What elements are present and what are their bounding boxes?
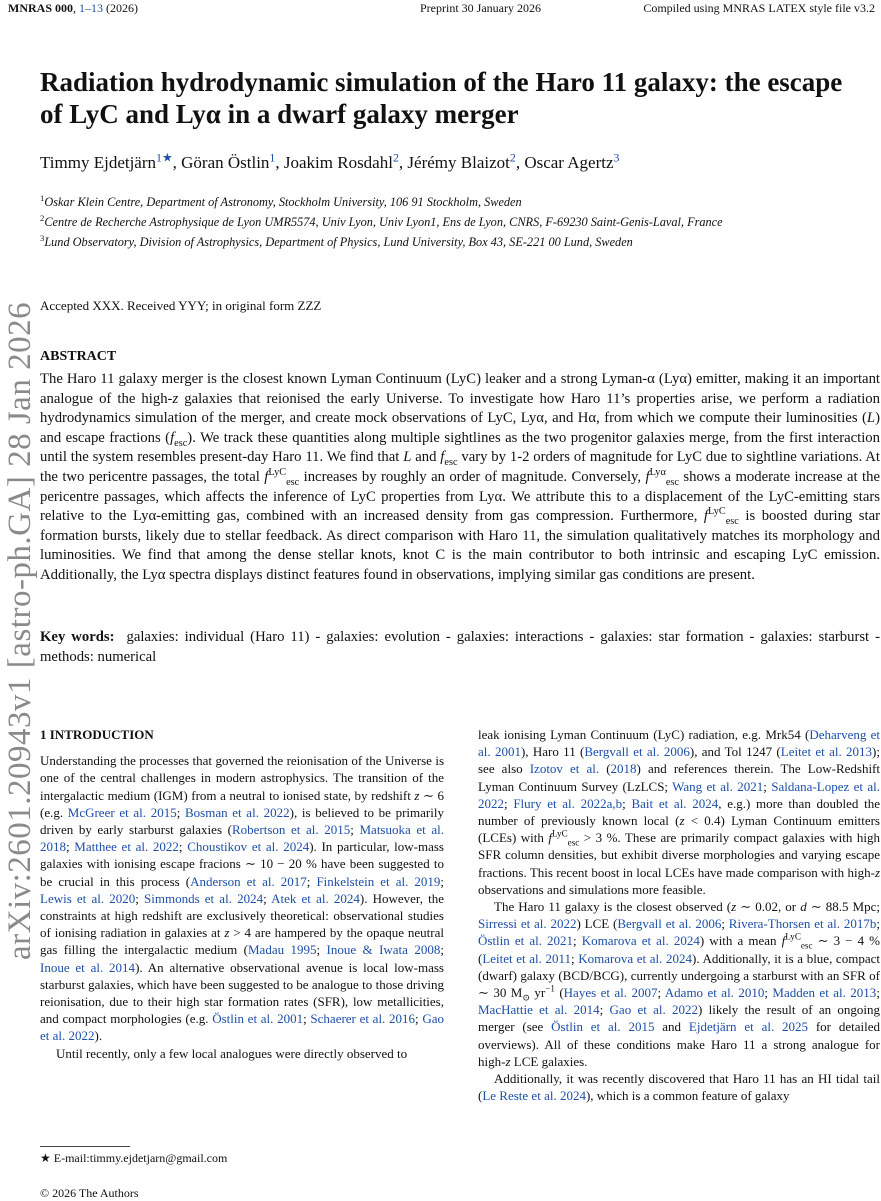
paragraph: Until recently, only a few local analogues were directly observed to [56, 1045, 408, 1061]
journal-name: MNRAS [8, 1, 52, 15]
affiliation-list [40, 192, 870, 252]
citation-link[interactable]: Östlin et al. 2001 [212, 1011, 304, 1027]
citation-link[interactable]: 2018 [610, 761, 637, 777]
paper-title: Radiation hydrodynamic simulation of the Haro 11 galaxy: the escape of LyC and Lyα in a dwarf galaxy merger [40, 67, 843, 129]
arxiv-stamp: arXiv:2601.20943v1 [astro-ph.GA] 28 Jan 2026 [2, 301, 38, 960]
author-affiliation-mark[interactable]: 1 [269, 150, 276, 165]
affiliation: $^1$Oskar Klein Centre, Department of Astronomy, Stockholm University, 106 91 Stockholm, Sweden [40, 192, 522, 209]
keywords-text: galaxies: individual (Haro 11) - galaxies: evolution - galaxies: interactions - galaxies: star formation - galaxies: starburst - methods: numerical [40, 629, 881, 665]
citation-link[interactable]: Ejdetjärn et al. 2025 [688, 1019, 809, 1035]
abstract-heading: ABSTRACT [40, 349, 117, 364]
compiled-note: Compiled using MNRAS LATEX style file v3.2 [643, 1, 875, 15]
citation-link[interactable]: Leitet et al. 2013 [780, 744, 873, 760]
citation-link[interactable]: Matsuoka et al. 2018 [40, 822, 444, 855]
citation-link[interactable]: Matthee et al. 2022 [74, 839, 179, 855]
paragraph: leak ionising Lyman Continuum (LyC) radiation, e.g. Mrk54 (Deharveng et al. 2001), Haro 11 (Bergvall et al. 2006), and Tol 1247 (Leitet et al. 2013); see also Izotov et al. (2018) and references therein. The Low-Redshift Lyman Continuum Survey (LzLCS; Wang et al. 2021; Saldana-Lopez et al. 2022; Flury et al. 2022a,b; Bait et al. 2024, e.g.) more than doubled the number of previously known local (z < 0.4) Lyman Continuum emitters (LCEs) with $f^{LyC}_{esc} > 3$ %. These are primarily compact galaxies with high SFR column densities, but exhibit diverse morphologies and varying escape fractions. This recent boost in local LCEs have made comparison with high-z observations and simulations more feasible. [478, 727, 881, 897]
citation-link[interactable]: Inoue et al. 2014 [40, 959, 136, 975]
footnote-rule [40, 1146, 130, 1147]
keywords [40, 628, 880, 667]
citation-link[interactable]: Saldana-Lopez et al. 2022 [478, 778, 880, 811]
footnote-email: ★ E-mail:timmy.ejdetjarn@gmail.com [40, 1151, 228, 1165]
citation-link[interactable]: Choustikov et al. 2024 [187, 839, 310, 855]
running-header-journal: MNRAS 000, 1–13 (2026) [8, 1, 138, 15]
citation-link[interactable]: Bergvall et al. 2006 [617, 916, 722, 932]
journal-year: (2026) [106, 1, 138, 15]
citation-link[interactable]: Finkelstein et al. 2019 [316, 873, 441, 889]
author-name: Jérémy Blaizot [407, 153, 510, 172]
journal-volume: 000 [55, 1, 73, 15]
citation-link[interactable]: Adamo et al. 2010 [664, 985, 765, 1001]
author-affiliation-mark[interactable]: 1★ [156, 150, 173, 165]
citation-link[interactable]: Deharveng et al. 2001 [478, 727, 880, 760]
citation-link[interactable]: MacHattie et al. 2014 [478, 1002, 600, 1018]
author-list: Timmy Ejdetjärn$^{1★}$, Göran Östlin$^1$, Joakim Rosdahl$^2$, Jérémy Blaizot$^2$, Oscar Agertz$^3$ [40, 150, 620, 172]
citation-link[interactable]: Simmonds et al. 2024 [144, 890, 264, 906]
column-right [478, 726, 880, 1104]
citation-link[interactable]: Flury et al. 2022a,b [513, 795, 623, 811]
citation-link[interactable]: Gao et al. 2022 [609, 1002, 699, 1018]
citation-link[interactable]: Komarova et al. 2024 [581, 933, 700, 949]
column-left [40, 726, 444, 1062]
affiliation: $^3$Lund Observatory, Division of Astrophysics, Department of Physics, Lund University, Box 43, SE-221 00 Lund, Sweden [40, 232, 633, 249]
section-heading: 1 INTRODUCTION [40, 727, 154, 742]
author-name: Göran Östlin [181, 153, 270, 172]
citation-link[interactable]: Östlin et al. 2021 [478, 933, 574, 949]
citation-link[interactable]: Hayes et al. 2007 [563, 985, 658, 1001]
author-affiliation-mark[interactable]: 3 [613, 150, 620, 165]
citation-link[interactable]: Inoue & Iwata 2008 [326, 942, 441, 958]
citation-link[interactable]: Anderson et al. 2017 [190, 873, 307, 889]
citation-link[interactable]: Izotov et al. [529, 761, 600, 777]
paragraph: Understanding the processes that governed the reionisation of the Universe is one of the central challenges in modern astrophysics. The transition of the intergalactic medium (IGM) from a neutral to ionised state, by redshift z ∼ 6 (e.g. McGreer et al. 2015; Bosman et al. 2022), is believed to be primarily driven by early starburst galaxies (Robertson et al. 2015; Matsuoka et al. 2018; Matthee et al. 2022; Choustikov et al. 2024). In particular, low-mass galaxies with ionising escape fracions ∼ 10 − 20 % have been suggested to be crucial in this process (Anderson et al. 2017; Finkelstein et al. 2019; Lewis et al. 2020; Simmonds et al. 2024; Atek et al. 2024). However, the constraints at high redshift are exclusively theoretical: observational studies of ionising radiation in galaxies at z > 4 are hampered by the opaque neutral gas filling the intergalactic medium (Madau 1995; Inoue & Iwata 2008; Inoue et al. 2014). An alternative observational avenue is local low-mass starburst galaxies, which have been suggested to be analogue to those driving reionisation, due to their high star formation rates (SFR), low metallicities, and compact morphologies (e.g. Östlin et al. 2001; Schaerer et al. 2016; Gao et al. 2022). [40, 753, 445, 1044]
citation-link[interactable]: McGreer et al. 2015 [67, 804, 177, 820]
citation-link[interactable]: Atek et al. 2024 [271, 890, 360, 906]
citation-link[interactable]: Madden et al. 2013 [772, 985, 877, 1001]
citation-link[interactable]: Wang et al. 2021 [672, 778, 764, 794]
citation-link[interactable]: Gao et al. 2022 [40, 1011, 444, 1044]
citation-link[interactable]: Komarova et al. 2024 [578, 950, 692, 966]
received-line: Accepted XXX. Received YYY; in original form ZZZ [40, 298, 322, 313]
citation-link[interactable]: Lewis et al. 2020 [40, 890, 136, 906]
citation-link[interactable]: Sirressi et al. 2022 [478, 916, 577, 932]
keywords-label: Key words: [40, 629, 115, 645]
affiliation: $^2$Centre de Recherche Astrophysique de Lyon UMR5574, Univ Lyon, Univ Lyon1, Ens de Lyon, CNRS, F-69230 Saint-Genis-Laval, France [40, 212, 723, 229]
author-name: Oscar Agertz [524, 153, 614, 172]
author-affiliation-mark[interactable]: 2 [392, 150, 399, 165]
citation-link[interactable]: Schaerer et al. 2016 [310, 1011, 416, 1027]
citation-link[interactable]: Östlin et al. 2015 [551, 1019, 655, 1035]
copyright: © 2026 The Authors [40, 1186, 139, 1200]
citation-link[interactable]: Madau 1995 [247, 942, 317, 958]
abstract-body: The Haro 11 galaxy merger is the closest known Lyman Continuum (LyC) leaker and a strong Lyman-α (Lyα) emitter, making it an important analogue of the high-z galaxies that reionised the early Universe. To investigate how Haro 11’s properties arise, we perform a radiation hydrodynamics simulation of the merger, and create mock observations of LyC, Lyα, and Hα, from which we compute their luminosities (L) and escape fractions $(f_{esc})$. We track these quantities along multiple sightlines as the two progenitor galaxies merge, from the first interaction until the system resembles present-day Haro 11. We find that L and $f_{esc}$ vary by 1-2 orders of magnitude for LyC due to sightline variations. At the two pericentre passages, the total $f^{LyC}_{esc}$ increases by roughly an order of magnitude. Conversely, $f^{Ly\alpha}_{esc}$ shows a moderate increase at the pericentre passages, which affects the inference of LyC properties from Lyα. We attribute this to a displacement of the LyC-emitting stars relative to the Lyα-emitting gas, combined with an increased density from gas compression. Furthermore, $f^{LyC}_{esc}$ is boosted during star formation bursts, likely due to stellar feedback. As direct comparison with Haro 11, the simulation qualitatively matches its morphology and luminosities. We find that among the dense stellar knots, knot C is the main contributor to both intrinsic and escaping LyC emission. Additionally, the Lyα spectra displays distinct features found in observations, implying similar gas conditions are present. [40, 371, 880, 583]
citation-link[interactable]: Robertson et al. 2015 [231, 822, 351, 838]
author-affiliation-mark[interactable]: 2 [509, 150, 516, 165]
preprint-date: Preprint 30 January 2026 [420, 1, 541, 15]
author-name: Joakim Rosdahl [283, 153, 393, 172]
citation-link[interactable]: Bergvall et al. 2006 [584, 744, 690, 760]
page-range[interactable]: 1–13 [79, 1, 103, 15]
author-name: Timmy Ejdetjärn [40, 153, 157, 172]
citation-link[interactable]: Bait et al. 2024 [631, 795, 719, 811]
citation-link[interactable]: Rivera-Thorsen et al. 2017b [728, 916, 877, 932]
citation-link[interactable]: Bosman et al. 2022 [184, 804, 290, 820]
paragraph: The Haro 11 galaxy is the closest observed (z ∼ 0.02, or d ∼ 88.5 Mpc; Sirressi et al. 2022) LCE (Bergvall et al. 2006; Rivera-Thorsen et al. 2017b; Östlin et al. 2021; Komarova et al. 2024) with a mean $f^{LyC}_{esc}$ ∼ 3 − 4 % (Leitet et al. 2011; Komarova et al. 2024). Additionally, it is a blue, compact (dwarf) galaxy (BCD/BCG), currently undergoing a starburst with an SFR of ∼ 30 $M_⊙$ $yr^{-1}$ (Hayes et al. 2007; Adamo et al. 2010; Madden et al. 2013; MacHattie et al. 2014; Gao et al. 2022) likely the result of an ongoing merger (see Östlin et al. 2015 and Ejdetjärn et al. 2025 for detailed overviews). All of these conditions make Haro 11 a strong analogue for high-z LCE galaxies. [478, 899, 880, 1069]
citation-link[interactable]: Leitet et al. 2011 [482, 950, 572, 966]
citation-link[interactable]: Le Reste et al. 2024 [482, 1088, 586, 1104]
paragraph: Additionally, it was recently discovered that Haro 11 has an HI tidal tail (Le Reste et al. 2024), which is a common feature of galaxy [478, 1071, 880, 1104]
